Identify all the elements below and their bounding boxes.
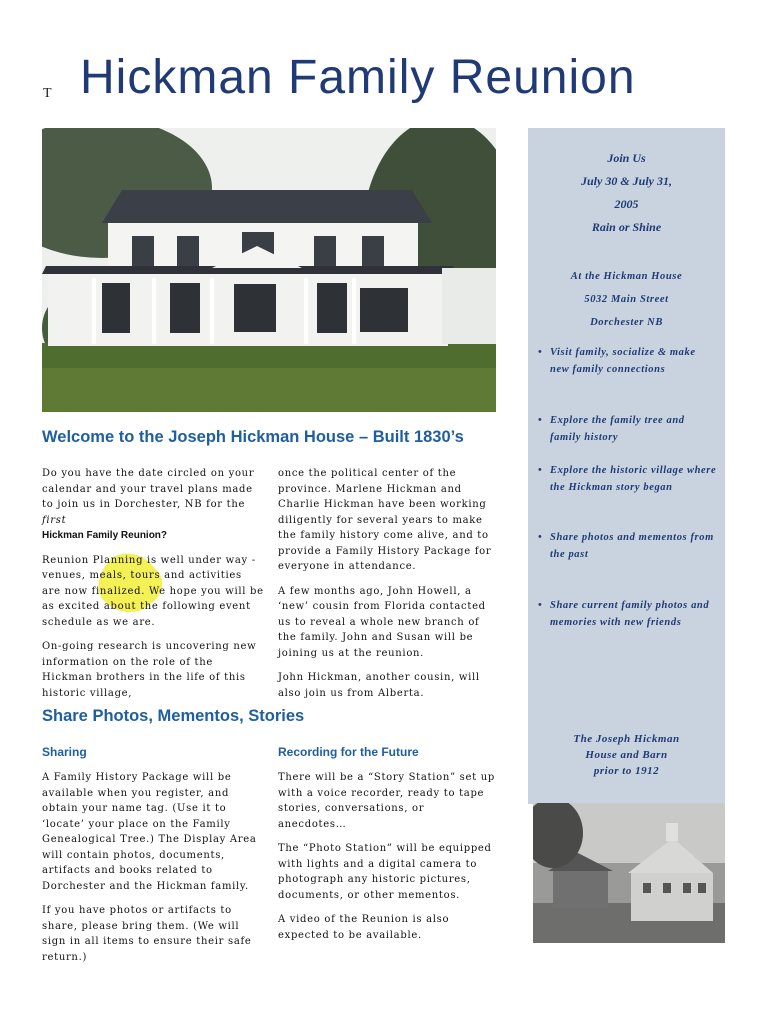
welcome-paragraph: Reunion Planning is well under way - venues, meals, tours and activities are now finalized. We hope you will be as excited about the following event schedule as we are. (42, 554, 264, 628)
venue-street: 5032 Main Street (584, 294, 669, 305)
photo-caption-line2: House and Barn (585, 749, 668, 761)
welcome-paragraph: Do you have the date circled on your calendar and your travel plans made to join us in Dorchester, NB for the first Hickman Family Reunion? (42, 468, 255, 541)
sharing-paragraph: If you have photos or artifacts to share, please bring them. (We will sign in all items to ensure their safe return.) (42, 905, 252, 963)
venue-city: Dorchester NB (590, 317, 663, 328)
sharing-column (42, 770, 264, 974)
welcome-column-2 (278, 466, 496, 710)
event-year: 2005 (614, 197, 639, 211)
activity-item: • Visit family, socialize & make new family connections (538, 347, 696, 375)
activity-item: • Explore the historic village where the Hickman story began (538, 465, 717, 493)
house-photo (42, 128, 496, 412)
welcome-heading: Welcome to the Joseph Hickman House – Built 1830’s (42, 428, 464, 446)
activity-item: • Share current family photos and memories with new friends (538, 600, 710, 628)
join-us-text: Join Us (607, 151, 646, 165)
barn-photo (533, 803, 725, 943)
event-sidebar (528, 128, 725, 804)
sharing-subheading: Sharing (42, 745, 87, 759)
activity-item: • Share photos and mementos from the past (538, 532, 714, 560)
welcome-paragraph: On-going research is uncovering new information on the role of the Hickman brothers in the life of this historic village, (42, 641, 257, 699)
page-title: Hickman Family Reunion (80, 51, 636, 104)
recording-paragraph: A video of the Reunion is also expected to be available. (278, 914, 450, 941)
activity-item: • Explore the family tree and family history (538, 415, 685, 443)
event-dates-line1: July 30 & July 31, (580, 174, 672, 188)
venue-name: At the Hickman House (570, 271, 683, 282)
photo-caption-line1: The Joseph Hickman (573, 733, 680, 745)
welcome-paragraph: A few months ago, John Howell, a ‘new’ cousin from Florida contacted us to reveal a whole new branch of the family. John and Susan will be joining us at the reunion. (278, 585, 486, 659)
welcome-column-1 (42, 466, 264, 710)
section-marker: T (43, 86, 52, 101)
welcome-paragraph: once the political center of the province. Marlene Hickman and Charlie Hickman have been working diligently for several years to make the family history come alive, and to provide a Family History Package for everyone in attendance. (278, 468, 492, 572)
sharing-paragraph: A Family History Package will be available when you register, and obtain your name tag. (Use it to ‘locate’ your place on the Family Genealogical Tree.) The Display Area will contain photos, documents, artifacts and books related to Dorchester and the Hickman family. (42, 772, 257, 892)
recording-paragraph: There will be a “Story Station” set up with a voice recorder, ready to tape stories, conversations, or anecdotes… (278, 772, 495, 830)
recording-column (278, 770, 496, 952)
welcome-paragraph: John Hickman, another cousin, will also join us from Alberta. (278, 672, 480, 699)
recording-subheading: Recording for the Future (278, 745, 419, 759)
recording-paragraph: The “Photo Station” will be equipped with lights and a digital camera to photograph any historic pictures, documents, or other mementos. (278, 843, 492, 901)
rain-or-shine: Rain or Shine (591, 220, 662, 234)
share-heading: Share Photos, Mementos, Stories (42, 707, 305, 725)
photo-caption-line3: prior to 1912 (593, 765, 660, 777)
